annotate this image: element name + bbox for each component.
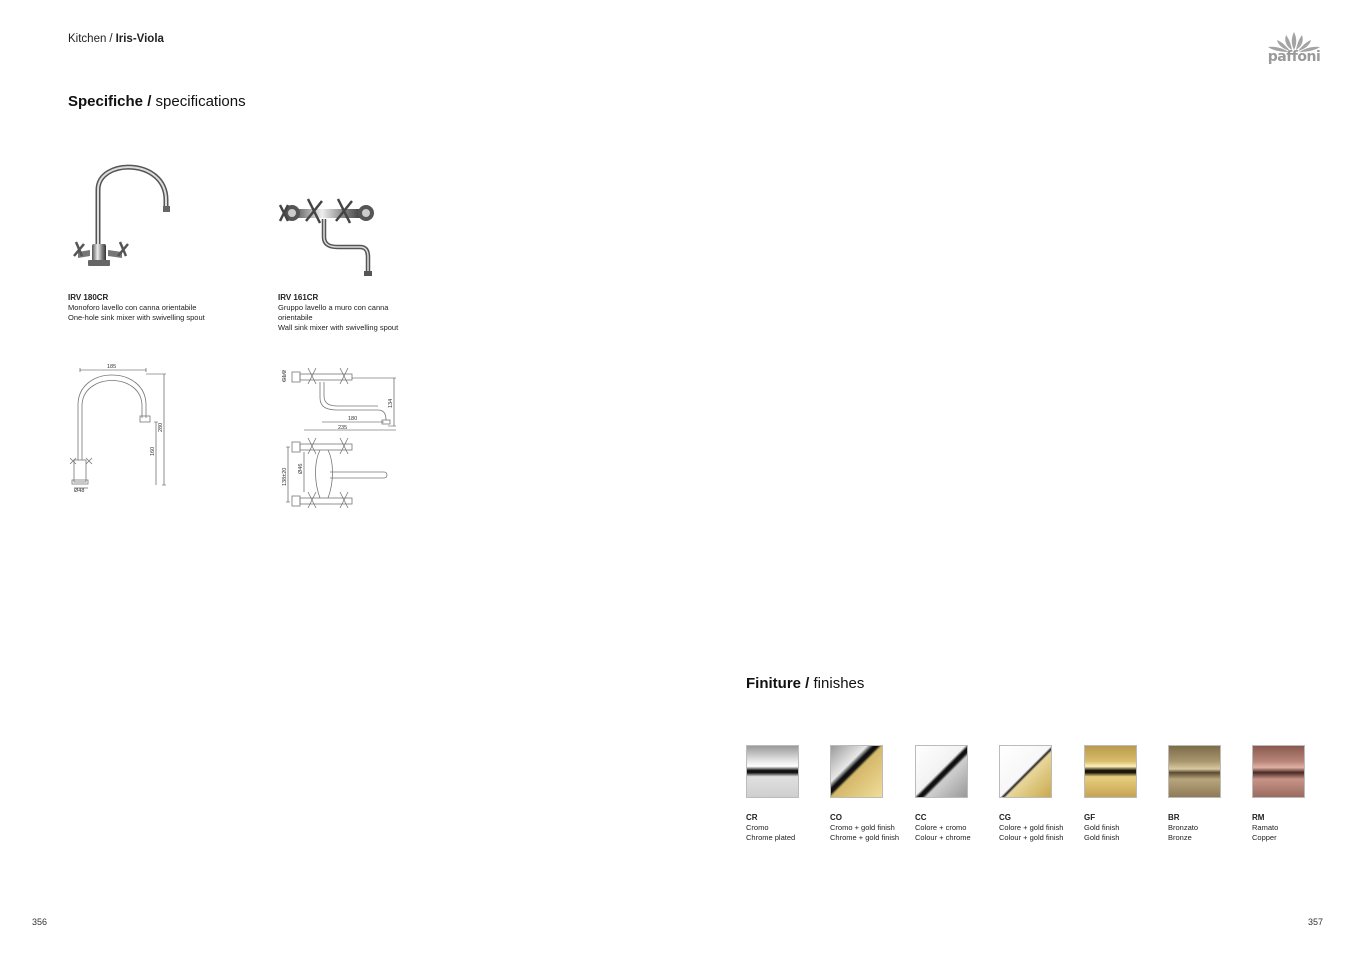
product-desc-it: Gruppo lavello a muro con canna orientabile	[278, 303, 389, 322]
finish-name-en: Bronze	[1168, 833, 1192, 842]
finish-label	[999, 813, 1081, 843]
finish-swatch-br[interactable]	[1168, 745, 1221, 798]
finish-code: CO	[830, 813, 842, 822]
finish-swatch-gf[interactable]	[1084, 745, 1137, 798]
finish-name-it: Gold finish	[1084, 823, 1120, 832]
product-photo-irv161cr	[278, 195, 378, 280]
dimension-label: 280	[158, 422, 164, 432]
breadcrumb-separator: /	[109, 33, 113, 45]
finish-label	[1168, 813, 1250, 843]
finish-name-it: Bronzato	[1168, 823, 1199, 832]
finish-code: CG	[999, 813, 1011, 822]
product-desc-it: Monoforo lavello con canna orientabile	[68, 303, 197, 312]
page-number-right: 357	[1308, 917, 1324, 927]
logo-wordmark: paffoni	[1267, 49, 1321, 65]
finish-swatch-cg[interactable]	[999, 745, 1052, 798]
finish-code: GF	[1084, 813, 1096, 822]
finish-name-it: Ramato	[1252, 823, 1279, 832]
finish-label	[830, 813, 912, 843]
finish-name-en: Copper	[1252, 833, 1277, 842]
product-desc-en: One-hole sink mixer with swivelling spout	[68, 313, 205, 322]
finish-name-it: Colore + gold finish	[999, 823, 1064, 832]
breadcrumb-current: Iris-Viola	[115, 33, 164, 45]
dimension-label: 235	[338, 425, 348, 431]
dimension-label: 134	[388, 398, 394, 408]
finish-label	[746, 813, 828, 843]
finish-name-it: Colore + cromo	[915, 823, 967, 832]
finish-swatch-co[interactable]	[830, 745, 883, 798]
finish-swatch-cr[interactable]	[746, 745, 799, 798]
finish-name-it: Cromo	[746, 823, 769, 832]
finish-code: BR	[1168, 813, 1180, 822]
product-caption-irv180cr	[68, 293, 238, 323]
specifications-title-en: specifications	[155, 93, 246, 110]
finish-code: RM	[1252, 813, 1265, 822]
dimension-label: 185	[107, 364, 117, 370]
finish-code: CR	[746, 813, 758, 822]
dimension-label: 138±20	[282, 467, 288, 486]
dimension-label: Ø46	[298, 463, 304, 474]
finish-swatch-rm[interactable]	[1252, 745, 1305, 798]
specifications-title	[68, 93, 246, 110]
breadcrumb-parent[interactable]: Kitchen	[68, 33, 107, 45]
dimension-label: 180	[348, 416, 358, 422]
finish-label	[1252, 813, 1334, 843]
finishes-title	[746, 675, 864, 692]
finish-label	[1084, 813, 1166, 843]
product-photo-irv180cr	[68, 160, 178, 275]
technical-drawing-irv161cr	[278, 362, 403, 517]
product-code: IRV 161CR	[278, 293, 319, 302]
specifications-title-it: Specifiche /	[68, 93, 152, 110]
finish-name-en: Chrome plated	[746, 833, 796, 842]
finish-name-en: Colour + gold finish	[999, 833, 1064, 842]
product-caption-irv161cr	[278, 293, 418, 333]
finish-swatch-cc[interactable]	[915, 745, 968, 798]
finish-name-en: Colour + chrome	[915, 833, 971, 842]
breadcrumb	[68, 33, 164, 45]
finishes-title-en: finishes	[813, 675, 865, 692]
dimension-label: 160	[150, 446, 156, 456]
technical-drawing-irv180cr	[66, 360, 176, 495]
finish-name-it: Cromo + gold finish	[830, 823, 895, 832]
finish-label	[915, 813, 997, 843]
dimension-label: Ø48	[74, 488, 85, 494]
product-desc-en: Wall sink mixer with swivelling spout	[278, 323, 399, 332]
finishes-title-it: Finiture /	[746, 675, 810, 692]
finish-code: CC	[915, 813, 927, 822]
finish-name-en: Gold finish	[1084, 833, 1120, 842]
product-code: IRV 180CR	[68, 293, 109, 302]
page-number-left: 356	[32, 917, 48, 927]
finish-name-en: Chrome + gold finish	[830, 833, 899, 842]
dimension-label: G1/2	[282, 370, 288, 382]
